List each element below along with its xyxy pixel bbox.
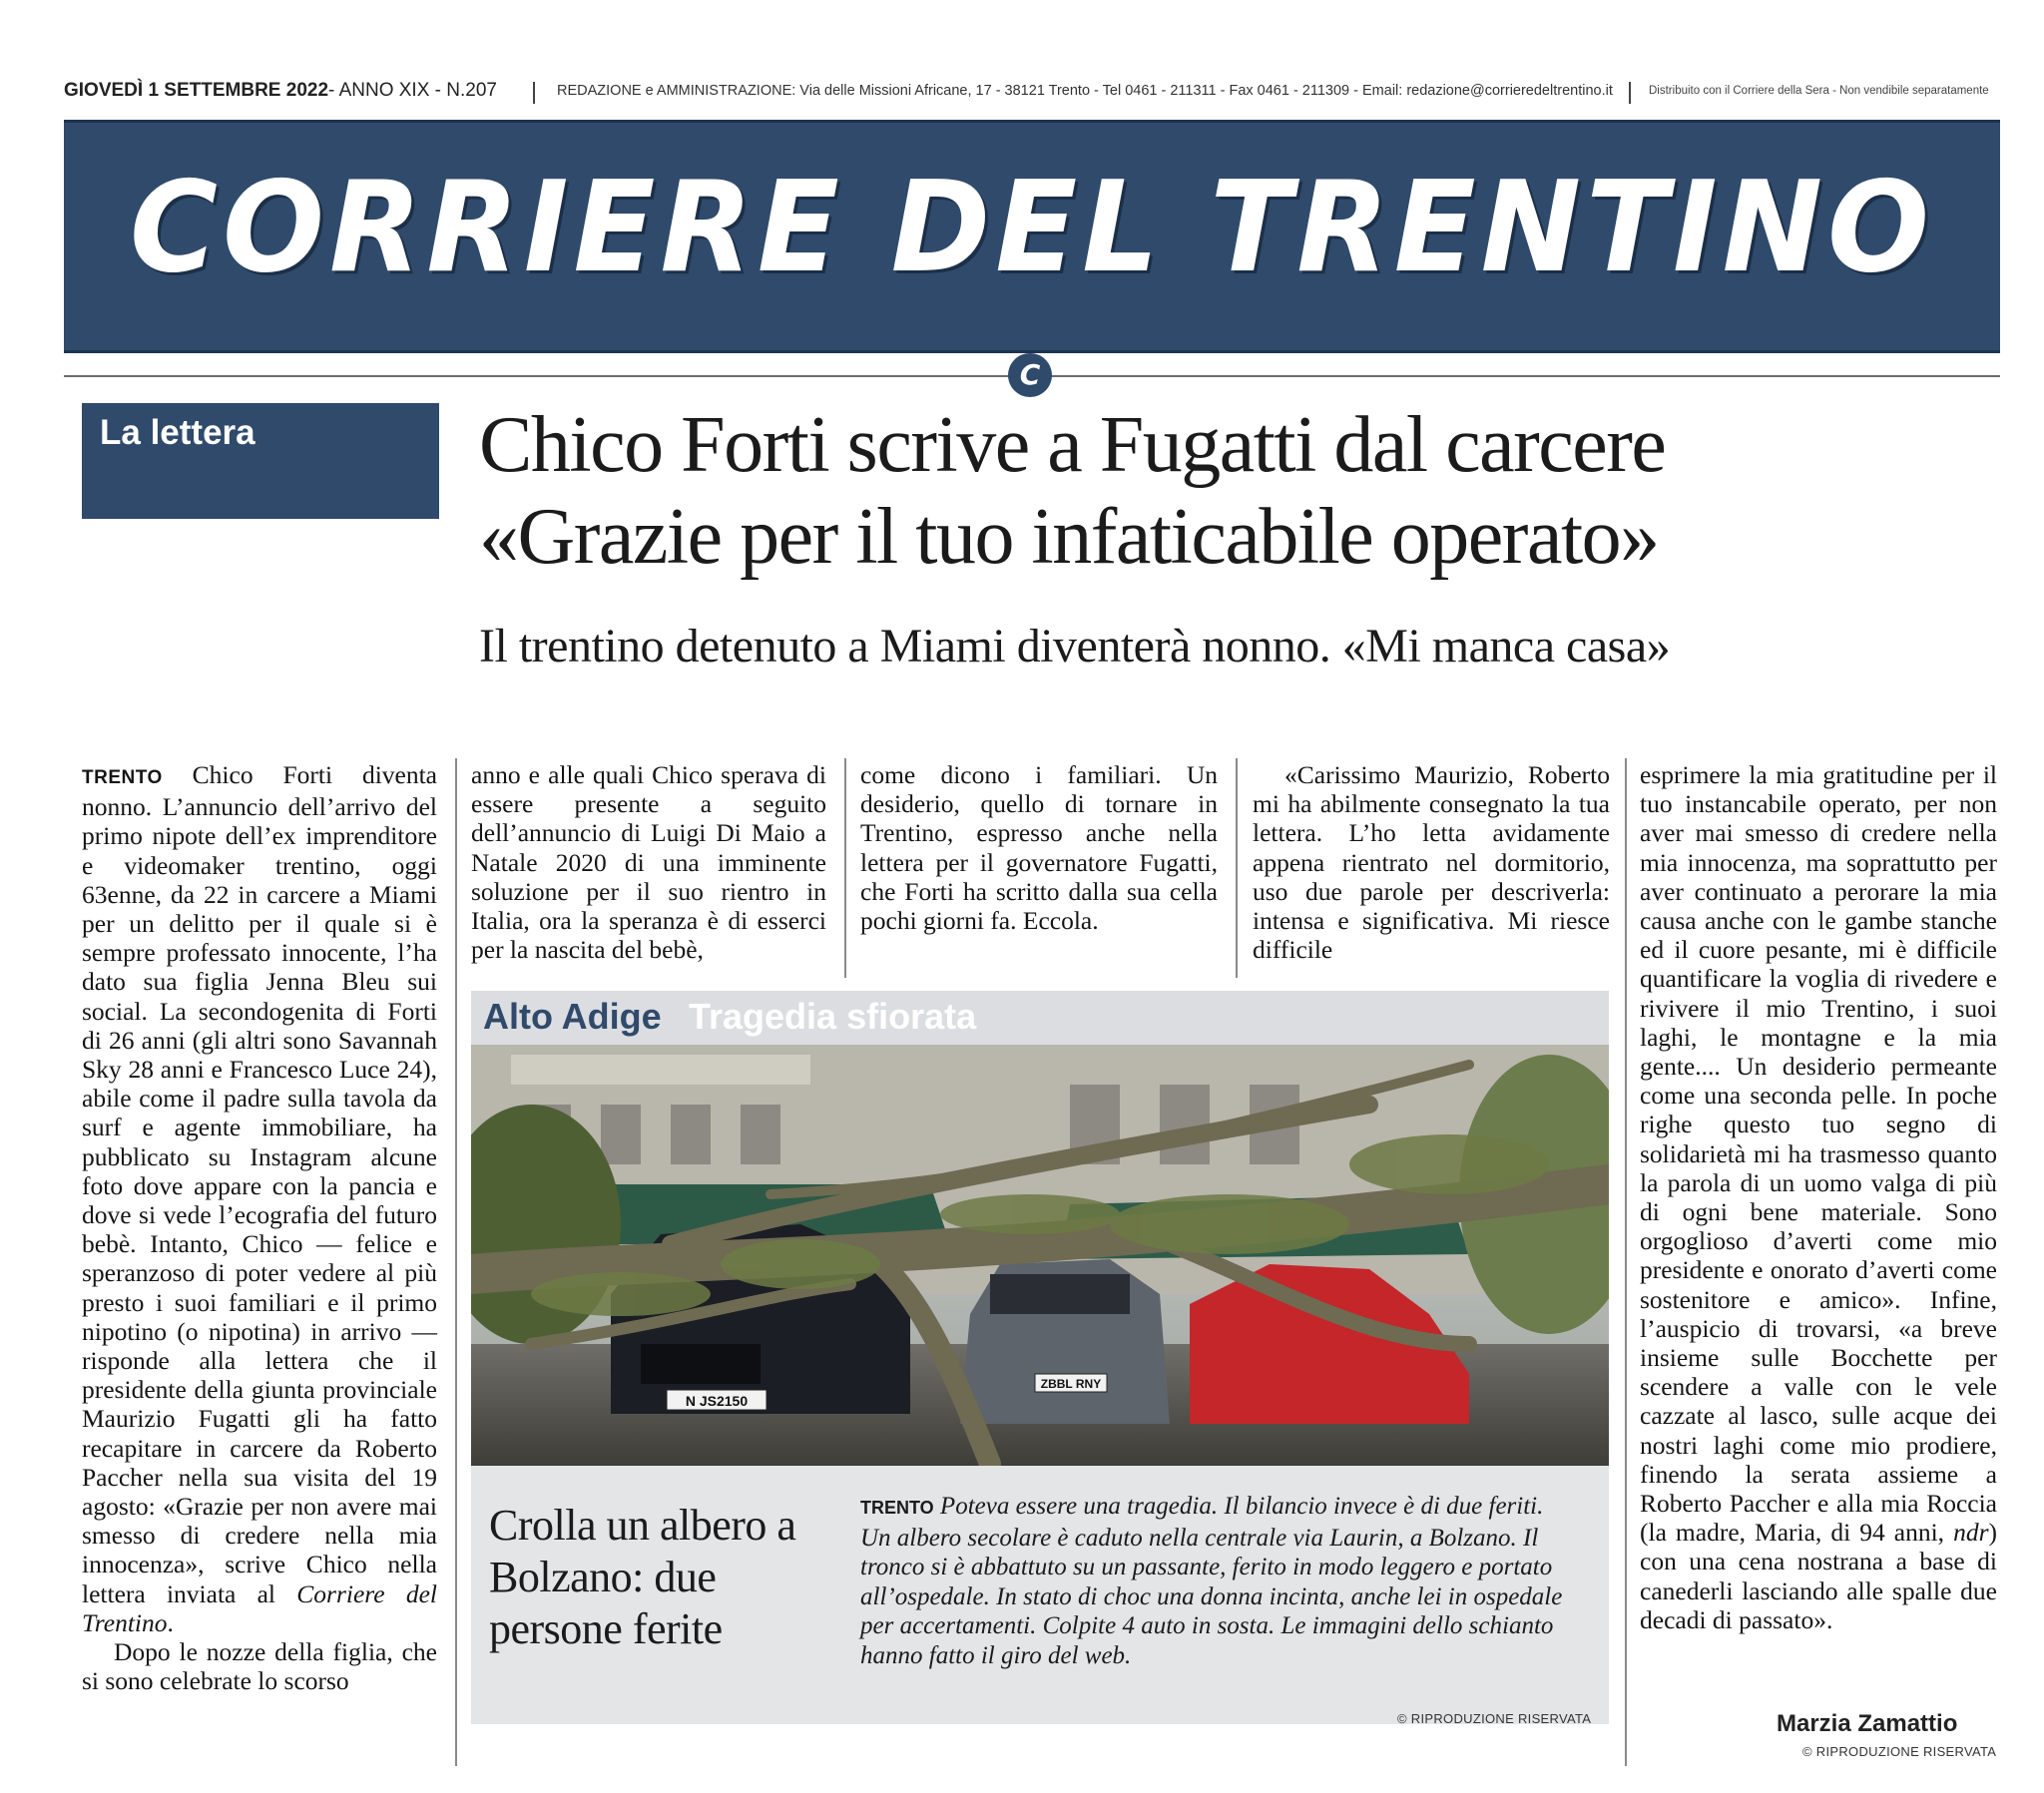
article-column-2 <box>471 760 826 964</box>
article-kicker: TRENTO <box>82 767 163 788</box>
article-text: anno e alle quali Chico sperava di essere presente a seguito dell’annuncio di Luigi Di Maio a Natale 2020 di una imminente soluzione per il suo rientro in Italia, ora la speranza è di esserci per la nascita del bebè, <box>471 760 826 965</box>
headline <box>479 399 2006 583</box>
article-column-3 <box>860 760 1218 935</box>
top-info-line <box>64 80 2010 108</box>
license-plate-1: N JS2150 <box>685 1393 749 1409</box>
copyright-notice: © RIPRODUZIONE RISERVATA <box>1802 1744 1997 1759</box>
fallen-tree-photo <box>471 1045 1609 1466</box>
headline-line-2: «Grazie per il tuo infaticabile operato» <box>479 493 1659 581</box>
article-text: Chico Forti diventa nonno. L’annuncio dell’arrivo del primo nipote dell’ex imprenditore e videomaker trentino, oggi 63enne, da 22 in carcere a Miami per un delitto per il quale si è sempre professato innocente, l’ha dato sua figlia Jenna Bleu sui social. La secondogenita di Forti di 26 anni (gli altri sono Savannah Sky 28 anni e Francesco Luce 24), abile come il padre sulla tavola da surf e agente immobiliare, ha pubblicato su Instagram alcune foto dove appare con la pancia e dove si vede l’ecografia del futuro bebè. Intanto, Chico — felice e speranzoso di poter vedere al più presto i suoi familiari e il primo nipotino (o nipotina) in arrivo — risponde alla lettera che il presidente della giunta provinciale Maurizio Fugatti gli ha fatto recapitare in carcere da Roberto Paccher nella sua visita del 19 agosto: «Grazie per non avere mai smesso di credere nella mia innocenza», scrive Chico nella lettera inviata al <box>82 760 437 1608</box>
letter-text: esprimere la mia gratitudine per il tuo instancabile operato, per non aver mai smesso di credere nella mia innocenza, ma soprattutto per aver continuato a perorare la mia causa anche con le gambe stanche ed il cuore pesante, mi è difficile quantificare la voglia di rivedere e rivivere il mio Trentino, i suoi laghi, le montagne e la mia gente.... Un desiderio permeante come una seconda pelle. In poche righe questo tuo segno di solidarietà mi ha trasmesso quanto la parola di un uomo valga di più di ogni bene materiale. Sono orgoglioso d’averti come mio presidente e onorato d’averti come sostenitore e amico». Infine, l’auspicio di trovarsi, «a breve insieme sulle Bocchette per scendere a valle con le vele cazzate al lasco, sulle acque dei nostri laghi come mio prodiere, finendo la serata assieme a Roberto Paccher e alla mia Roccia (la madre, Maria, di 94 anni, <box>1640 760 1997 1548</box>
letter-text: «Carissimo Maurizio, Roberto mi ha abilmente consegnato la tua lettera. L’ho letta avidamente appena rientrato nel dormitorio, uso due parole per descriverla: intensa e significativa. Mi riesce difficile <box>1253 760 1610 965</box>
column-divider <box>844 758 846 978</box>
alto-adige-title: Crolla un albero a Bolzano: due persone ferite <box>489 1501 796 1653</box>
subheadline: Il trentino detenuto a Miami diventerà nonno. «Mi manca casa» <box>479 620 1671 672</box>
corriere-c-logo-icon: C <box>1008 353 1052 397</box>
distribution-note: Distribuito con il Corriere della Sera - Non vendibile separatamente <box>1649 85 1989 97</box>
article-column-1 <box>82 760 437 1696</box>
article-text: come dicono i familiari. Un desiderio, quello di tornare in Trentino, espresso anche nella lettera per il governatore Fugatti, che Forti ha scritto dalla sua cella pochi giorni fa. Eccola. <box>860 760 1218 936</box>
article-paragraph: Dopo le nozze della figlia, che si sono celebrate lo scorso <box>82 1637 437 1696</box>
divider <box>1629 82 1631 104</box>
alto-adige-text <box>860 1492 1579 1670</box>
alto-adige-copyright: © RIPRODUZIONE RISERVATA <box>1397 1711 1592 1726</box>
alto-adige-body: Poteva essere una tragedia. Il bilancio invece è di due feriti. Un albero secolare è caduto nella centrale via Laurin, a Bolzano. Il tronco si è abbattuto su un passante, ferito in modo leggero e portato all’ospedale. In stato di choc una donna incinta, anche lei in ospedale per accertamenti. Colpite 4 auto in sosta. Le immagini dello schianto hanno fatto il giro del web. <box>860 1493 1563 1669</box>
column-divider <box>1625 758 1627 1766</box>
alto-adige-header <box>471 991 1609 1045</box>
editor-note-italic: ndr <box>1953 1518 1989 1548</box>
column-divider <box>1236 758 1238 978</box>
license-plate-2: ZBBL RNY <box>1040 1377 1102 1391</box>
headline-line-1: Chico Forti scrive a Fugatti dal carcere <box>479 401 1666 489</box>
column-divider <box>455 758 457 1766</box>
alto-adige-section-label: Alto Adige <box>483 996 662 1037</box>
author-signature: Marzia Zamattio <box>1777 1710 1958 1737</box>
divider <box>533 82 535 104</box>
article-column-5 <box>1640 760 1997 1634</box>
alto-adige-tag: Tragedia sfiorata <box>689 996 977 1037</box>
alto-adige-kicker: TRENTO <box>860 1498 934 1518</box>
newspaper-title: CORRIERE DEL TRENTINO <box>129 155 1935 301</box>
newspaper-name-italic: Corriere del Trentino <box>82 1578 437 1637</box>
section-label-box <box>82 403 439 519</box>
issue-date: GIOVEDÌ 1 SETTEMBRE 2022- ANNO XIX - N.207 <box>64 80 497 101</box>
masthead <box>64 120 2000 353</box>
punctuation: . <box>167 1607 174 1637</box>
section-label: La lettera <box>100 413 256 452</box>
editorial-address: REDAZIONE e AMMINISTRAZIONE: Via delle Missioni Africane, 17 - 38121 Trento - Tel 0461 - 211311 - Fax 0461 - 211309 - Email: redazione@corrieredeltrentino.it <box>557 83 1613 99</box>
alto-adige-box <box>471 991 1609 1724</box>
article-column-4 <box>1253 760 1610 964</box>
letter-text-end: ) con una cena nostrana a base di canederli lasciando alle spalle due decadi di passato». <box>1640 1518 1997 1634</box>
